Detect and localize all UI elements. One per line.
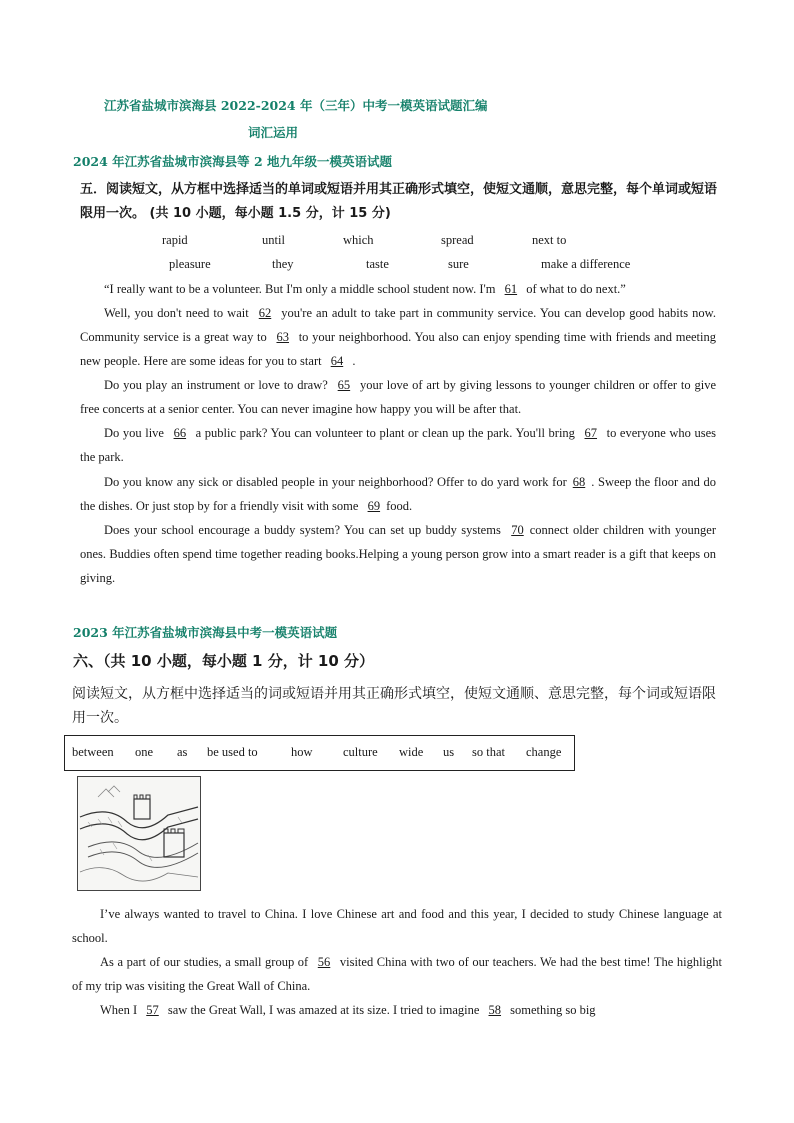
passage-paragraph: Does your school encourage a buddy system? You can set up buddy systems 70 connect older children with younger ones. Buddies often spend time together reading books.Helping a young person grow into a smart reader is a gift that keeps on giving. bbox=[80, 523, 716, 586]
passage-paragraph: “I really want to be a volunteer. But I'm only a middle school student now. I'm 61 of what to do next.” bbox=[104, 282, 626, 296]
word-bank-item: taste bbox=[366, 257, 389, 271]
blank-56[interactable]: 56 bbox=[317, 955, 331, 969]
word-bank-item: they bbox=[272, 257, 294, 271]
passage-paragraph: Well, you don't need to wait 62 you're an adult to take part in community service. You can develop good habits now. Community service is a great way to 63 to your neighborhood. You also can enjoy spending time with friends and meeting new people. Here are some ideas for you to start 64 . bbox=[80, 306, 717, 369]
word-bank-item: rapid bbox=[162, 233, 188, 247]
blank-69[interactable]: 69 bbox=[367, 499, 381, 514]
document-subtitle: 词汇运用 bbox=[248, 125, 299, 140]
blank-70[interactable]: 70 bbox=[511, 523, 524, 537]
word-bank-item: which bbox=[343, 233, 374, 247]
word-bank-item: be used to bbox=[207, 745, 258, 759]
word-bank-item: next to bbox=[532, 233, 567, 247]
blank-64[interactable]: 64 bbox=[330, 354, 344, 369]
passage-paragraph: When I 57 saw the Great Wall, I was amazed at its size. I tried to imagine 58 something so big bbox=[100, 1003, 596, 1017]
word-bank-2023 bbox=[64, 735, 575, 771]
blank-58[interactable]: 58 bbox=[488, 1003, 502, 1017]
word-bank-item: sure bbox=[448, 257, 469, 271]
passage-paragraph: Do you play an instrument or love to draw? 65 your love of art by giving lessons to younger children or offer to give free concerts at a senior center. You can never imagine how happy you will be after that. bbox=[80, 378, 716, 417]
blank-61[interactable]: 61 bbox=[504, 282, 518, 296]
word-bank-item: between bbox=[72, 745, 114, 759]
word-bank-item: how bbox=[291, 745, 313, 759]
section-heading-2023: 2023 年江苏省盐城市滨海县中考一模英语试题 bbox=[73, 625, 338, 640]
passage-paragraph: Do you live 66 a public park? You can volunteer to plant or clean up the park. You'll bring 67 to everyone who uses the park. bbox=[80, 426, 716, 465]
section-heading-2024: 2024 年江苏省盐城市滨海县等 2 地九年级一模英语试题 bbox=[73, 154, 393, 169]
blank-62[interactable]: 62 bbox=[258, 306, 272, 320]
word-bank-item: culture bbox=[343, 745, 378, 759]
instruction-2023: 阅读短文，从方框中选择适当的词或短语并用其正确形式填空，使短文通顺、意思完整，每个词或短语限用一次。 bbox=[72, 686, 716, 726]
word-bank-item: wide bbox=[399, 745, 424, 759]
word-bank-item: us bbox=[443, 745, 455, 759]
blank-57[interactable]: 57 bbox=[146, 1003, 159, 1017]
word-bank-item: as bbox=[177, 745, 188, 759]
blank-68[interactable]: 68 bbox=[572, 475, 586, 489]
blank-65[interactable]: 65 bbox=[337, 378, 351, 392]
passage-paragraph: Do you know any sick or disabled people in your neighborhood? Offer to do yard work for 68 . Sweep the floor and do the dishes. Or just stop by for a friendly visit with some 69 food. bbox=[80, 475, 716, 514]
word-bank-item: pleasure bbox=[169, 257, 211, 271]
part-title-2023: 六、（共 10 小题，每小题 1 分，计 10 分） bbox=[73, 652, 375, 670]
word-bank-item: one bbox=[135, 745, 154, 759]
document-title: 江苏省盐城市滨海县 2022-2024 年（三年）中考一模英语试题汇编 bbox=[104, 98, 488, 113]
instruction-2024: 五．阅读短文，从方框中选择适当的单词或短语并用其正确形式填空，使短文通顺，意思完整，每个单词或短语限用一次。 (共 10 小题，每小题 1.5 分，计 15 分) bbox=[80, 182, 718, 221]
word-bank-item: spread bbox=[441, 233, 474, 247]
passage-paragraph: As a part of our studies, a small group of 56 visited China with two of our teachers. We had the best time! The highlight of my trip was visiting the Great Wall of China. bbox=[72, 955, 722, 994]
great-wall-sketch-icon bbox=[77, 776, 201, 891]
word-bank-item: change bbox=[526, 745, 562, 759]
word-bank-item: until bbox=[262, 233, 285, 247]
blank-67[interactable]: 67 bbox=[584, 426, 598, 440]
blank-63[interactable]: 63 bbox=[276, 330, 289, 345]
word-bank-item: make a difference bbox=[541, 257, 631, 271]
blank-66[interactable]: 66 bbox=[173, 426, 187, 440]
passage-paragraph: I’ve always wanted to travel to China. I love Chinese art and food and this year, I decided to study Chinese language at school. bbox=[72, 907, 722, 946]
word-bank-item: so that bbox=[472, 745, 505, 759]
